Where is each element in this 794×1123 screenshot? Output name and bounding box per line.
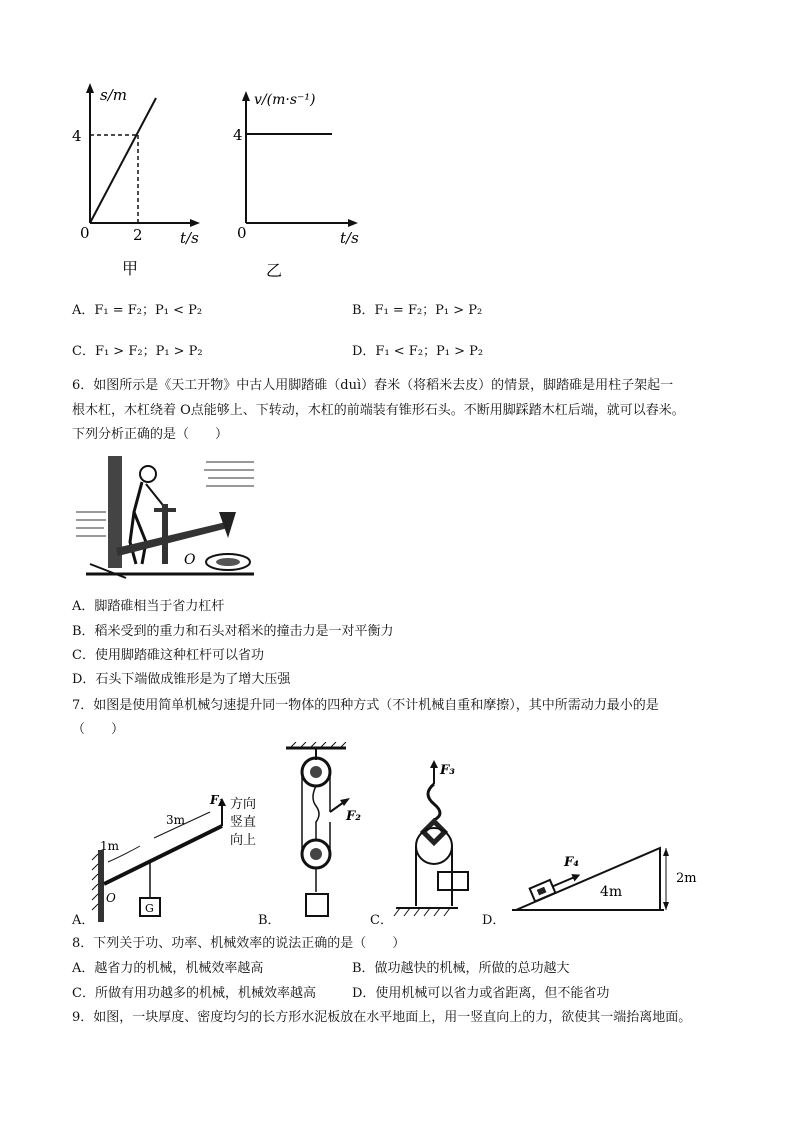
q7-stem-2: （ ） [72, 722, 125, 737]
graph-yi-ytick: 4 [233, 126, 243, 144]
q6-pivot-label: O [184, 552, 196, 568]
q6-stem-1: 6．如图所示是《天工开物》中古人用脚踏碓（duì）舂米（将稻米去皮）的情景，脚踏碓是用柱子架起一 [72, 378, 674, 393]
graph-yi-ylabel: v/(m·s⁻¹) [254, 92, 316, 108]
fig-a-dir-3: 向上 [230, 833, 257, 848]
s-t-line [90, 98, 156, 223]
q6-option-d[interactable]: D．石头下端做成锥形是为了增大压强 [72, 672, 291, 687]
fig-b-force: F₂ [346, 809, 361, 824]
graph-jia-xtick: 2 [133, 226, 143, 244]
q6-option-a[interactable]: A．脚踏碓相当于省力杠杆 [72, 599, 225, 614]
q7-fig-b-pulley-block [276, 742, 366, 927]
q6-option-c[interactable]: C．使用脚踏碓这种杠杆可以省功 [72, 648, 264, 663]
graph-jia [72, 83, 200, 278]
q7-option-a[interactable]: A． [72, 913, 95, 928]
q8-option-a[interactable]: A．越省力的机械，机械效率越高 [72, 961, 264, 976]
q5-option-c[interactable]: C．F₁ > F₂；P₁ > P₂ [72, 344, 203, 359]
fig-a-dir-1: 方向 [230, 797, 257, 812]
q5-option-d[interactable]: D．F₁ < F₂；P₁ > P₂ [352, 344, 484, 359]
graph-jia-origin: 0 [80, 224, 90, 242]
q8-stem: 8．下列关于功、功率、机械效率的说法正确的是（ ） [72, 936, 406, 951]
fig-d-force: F₄ [564, 855, 579, 870]
graph-jia-caption: 甲 [122, 259, 139, 278]
q6-pedal-mortar-illustration [76, 452, 254, 582]
q7-option-d[interactable]: D． [482, 913, 506, 928]
q6-stem-2: 根木杠，木杠绕着 O点能够上、下转动，木杠的前端装有锥形石头。不断用脚踩踏木杠后端，就可以舂米。 [72, 403, 685, 418]
fig-a-force: F₁ [210, 793, 224, 807]
q8-option-d[interactable]: D．使用机械可以省力或省距离，但不能省功 [352, 986, 610, 1001]
q7-option-c[interactable]: C． [370, 913, 393, 928]
fig-c-force: F₃ [440, 763, 455, 778]
q7-fig-c-fixed-pulley [388, 758, 488, 923]
q7-fig-d-incline [508, 840, 698, 920]
fig-a-len-short: 1m [100, 839, 120, 853]
q7-stem-1: 7．如图是使用简单机械匀速提升同一物体的四种方式（不计机械自重和摩擦），其中所需动力最小的是 [72, 698, 659, 713]
fig-d-height: 2m [676, 871, 697, 886]
q5-graphs [60, 78, 380, 286]
graph-yi-xlabel: t/s [340, 229, 359, 247]
graph-jia-xlabel: t/s [180, 229, 199, 247]
q7-fig-a-lever [70, 790, 260, 930]
fig-d-length: 4m [600, 884, 623, 900]
graph-yi-caption: 乙 [266, 261, 283, 280]
q6-option-b[interactable]: B．稻米受到的重力和石头对稻米的撞击力是一对平衡力 [72, 624, 394, 639]
graph-yi [233, 91, 359, 280]
q8-option-c[interactable]: C．所做有用功越多的机械，机械效率越高 [72, 986, 316, 1001]
q8-option-b[interactable]: B．做功越快的机械，所做的总功越大 [352, 961, 570, 976]
graph-jia-ylabel: s/m [100, 86, 127, 104]
fig-a-weight: G [145, 902, 154, 915]
fig-a-len-long: 3m [166, 813, 186, 827]
q5-option-b[interactable]: B．F₁ = F₂；P₁ > P₂ [352, 303, 483, 318]
q7-option-b[interactable]: B． [258, 913, 281, 928]
graph-jia-ytick: 4 [72, 127, 82, 145]
fig-a-pivot: O [106, 891, 116, 905]
q5-option-a[interactable]: A．F₁ = F₂；P₁ < P₂ [72, 303, 203, 318]
q9-stem: 9．如图，一块厚度、密度均匀的长方形水泥板放在水平地面上，用一竖直向上的力，欲使其一端抬离地面。 [72, 1010, 692, 1025]
graph-yi-origin: 0 [237, 224, 247, 242]
q6-stem-3: 下列分析正确的是（ ） [72, 427, 229, 442]
fig-a-dir-2: 竖直 [230, 815, 257, 830]
